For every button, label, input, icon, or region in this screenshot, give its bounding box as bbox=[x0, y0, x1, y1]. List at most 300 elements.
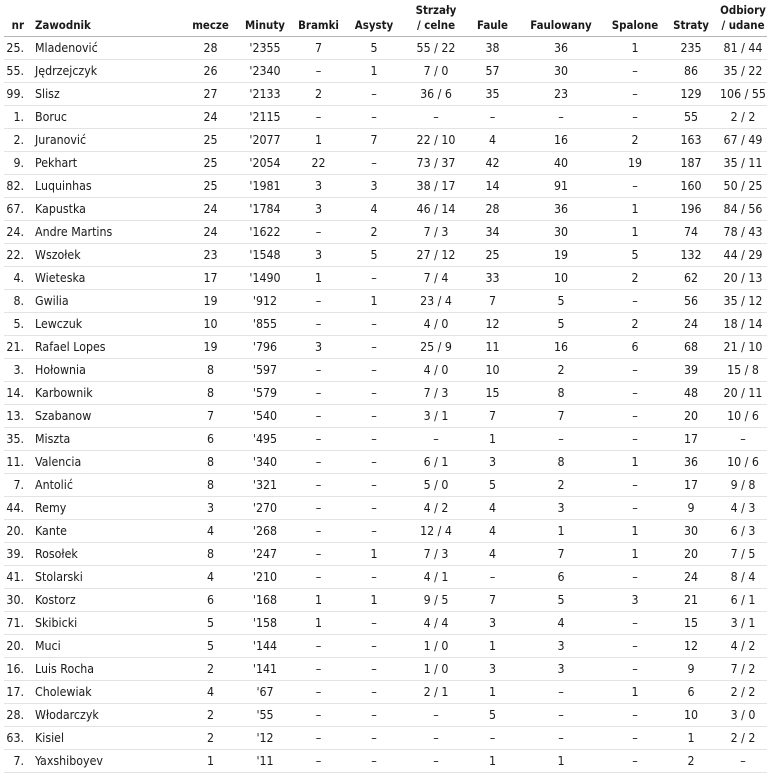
losses-cell: 20 bbox=[663, 543, 719, 566]
fouls-cell: 42 bbox=[470, 152, 515, 175]
goals-cell: – bbox=[291, 681, 346, 704]
tackles-cell: 78 / 43 bbox=[719, 221, 767, 244]
tackles-cell: 4 / 3 bbox=[719, 497, 767, 520]
goals-cell: – bbox=[291, 313, 346, 336]
fouled-cell: 36 bbox=[515, 198, 607, 221]
table-row bbox=[4, 382, 767, 405]
offsides-cell: – bbox=[607, 750, 663, 773]
goals-cell: 3 bbox=[291, 198, 346, 221]
tackles-cell: 10 / 6 bbox=[719, 451, 767, 474]
fouls-cell: 4 bbox=[470, 129, 515, 152]
shots-cell: 4 / 2 bbox=[402, 497, 470, 520]
offsides-cell: – bbox=[607, 428, 663, 451]
losses-cell: 86 bbox=[663, 60, 719, 83]
offsides-cell: – bbox=[607, 60, 663, 83]
header-tackles-line2: / udane bbox=[721, 18, 765, 32]
losses-cell: 74 bbox=[663, 221, 719, 244]
matches-cell: 25 bbox=[182, 175, 239, 198]
matches-cell: 28 bbox=[182, 37, 239, 60]
goals-cell: 1 bbox=[291, 612, 346, 635]
tackles-cell: 2 / 2 bbox=[719, 681, 767, 704]
player-name-cell: Cholewiak bbox=[28, 681, 182, 704]
table-row bbox=[4, 336, 767, 359]
header-shots bbox=[402, 0, 470, 37]
fouled-cell: 3 bbox=[515, 635, 607, 658]
losses-cell: 21 bbox=[663, 589, 719, 612]
minutes-cell: '2077 bbox=[239, 129, 291, 152]
shots-cell: 12 / 4 bbox=[402, 520, 470, 543]
losses-cell: 36 bbox=[663, 451, 719, 474]
nr-cell: 41. bbox=[4, 566, 28, 589]
fouls-cell: 38 bbox=[470, 37, 515, 60]
nr-cell: 11. bbox=[4, 451, 28, 474]
fouled-cell: 40 bbox=[515, 152, 607, 175]
losses-cell: 15 bbox=[663, 612, 719, 635]
fouls-cell: 15 bbox=[470, 382, 515, 405]
tackles-cell: 35 / 12 bbox=[719, 290, 767, 313]
assists-cell: – bbox=[346, 497, 402, 520]
table-row bbox=[4, 474, 767, 497]
table-row bbox=[4, 543, 767, 566]
fouls-cell: 12 bbox=[470, 313, 515, 336]
assists-cell: – bbox=[346, 704, 402, 727]
player-name-cell: Rafael Lopes bbox=[28, 336, 182, 359]
fouled-cell: 16 bbox=[515, 336, 607, 359]
offsides-cell: 19 bbox=[607, 152, 663, 175]
table-row bbox=[4, 106, 767, 129]
fouled-cell: 1 bbox=[515, 520, 607, 543]
shots-cell: 46 / 14 bbox=[402, 198, 470, 221]
nr-cell: 8. bbox=[4, 290, 28, 313]
nr-cell: 21. bbox=[4, 336, 28, 359]
tackles-cell: – bbox=[719, 428, 767, 451]
goals-cell: – bbox=[291, 405, 346, 428]
assists-cell: 4 bbox=[346, 198, 402, 221]
minutes-cell: '321 bbox=[239, 474, 291, 497]
minutes-cell: '2115 bbox=[239, 106, 291, 129]
shots-cell: 7 / 3 bbox=[402, 543, 470, 566]
fouled-cell: – bbox=[515, 727, 607, 750]
goals-cell: – bbox=[291, 543, 346, 566]
fouled-cell: 5 bbox=[515, 313, 607, 336]
matches-cell: 19 bbox=[182, 290, 239, 313]
fouls-cell: 33 bbox=[470, 267, 515, 290]
fouled-cell: 6 bbox=[515, 566, 607, 589]
minutes-cell: '268 bbox=[239, 520, 291, 543]
fouls-cell: 3 bbox=[470, 612, 515, 635]
matches-cell: 25 bbox=[182, 152, 239, 175]
fouls-cell: 34 bbox=[470, 221, 515, 244]
offsides-cell: 6 bbox=[607, 336, 663, 359]
offsides-cell: – bbox=[607, 612, 663, 635]
header-assists: Asysty bbox=[346, 0, 402, 37]
fouled-cell: – bbox=[515, 106, 607, 129]
minutes-cell: '579 bbox=[239, 382, 291, 405]
minutes-cell: '2340 bbox=[239, 60, 291, 83]
header-shots-line2: / celne bbox=[416, 18, 456, 32]
nr-cell: 28. bbox=[4, 704, 28, 727]
fouled-cell: 1 bbox=[515, 750, 607, 773]
fouled-cell: 2 bbox=[515, 359, 607, 382]
goals-cell: – bbox=[291, 221, 346, 244]
assists-cell: 1 bbox=[346, 589, 402, 612]
losses-cell: 160 bbox=[663, 175, 719, 198]
shots-cell: 25 / 9 bbox=[402, 336, 470, 359]
fouls-cell: 7 bbox=[470, 290, 515, 313]
player-name-cell: Jędrzejczyk bbox=[28, 60, 182, 83]
assists-cell: – bbox=[346, 520, 402, 543]
nr-cell: 44. bbox=[4, 497, 28, 520]
losses-cell: 68 bbox=[663, 336, 719, 359]
table-header-row bbox=[4, 0, 767, 37]
goals-cell: 3 bbox=[291, 336, 346, 359]
nr-cell: 3. bbox=[4, 359, 28, 382]
fouls-cell: 57 bbox=[470, 60, 515, 83]
offsides-cell: – bbox=[607, 405, 663, 428]
goals-cell: – bbox=[291, 382, 346, 405]
losses-cell: 56 bbox=[663, 290, 719, 313]
tackles-cell: 3 / 0 bbox=[719, 704, 767, 727]
player-name-cell: Szabanow bbox=[28, 405, 182, 428]
matches-cell: 10 bbox=[182, 313, 239, 336]
losses-cell: 17 bbox=[663, 428, 719, 451]
table-row bbox=[4, 83, 767, 106]
fouled-cell: 91 bbox=[515, 175, 607, 198]
player-name-cell: Luquinhas bbox=[28, 175, 182, 198]
nr-cell: 2. bbox=[4, 129, 28, 152]
player-name-cell: Miszta bbox=[28, 428, 182, 451]
header-goals: Bramki bbox=[291, 0, 346, 37]
player-name-cell: Slisz bbox=[28, 83, 182, 106]
losses-cell: 6 bbox=[663, 681, 719, 704]
losses-cell: 24 bbox=[663, 313, 719, 336]
nr-cell: 82. bbox=[4, 175, 28, 198]
offsides-cell: – bbox=[607, 290, 663, 313]
fouled-cell: 19 bbox=[515, 244, 607, 267]
losses-cell: 196 bbox=[663, 198, 719, 221]
assists-cell: – bbox=[346, 727, 402, 750]
losses-cell: 39 bbox=[663, 359, 719, 382]
minutes-cell: '55 bbox=[239, 704, 291, 727]
player-name-cell: Stolarski bbox=[28, 566, 182, 589]
matches-cell: 3 bbox=[182, 497, 239, 520]
header-fouls: Faule bbox=[470, 0, 515, 37]
assists-cell: 2 bbox=[346, 221, 402, 244]
player-name-cell: Rosołek bbox=[28, 543, 182, 566]
losses-cell: 62 bbox=[663, 267, 719, 290]
goals-cell: – bbox=[291, 520, 346, 543]
fouls-cell: 3 bbox=[470, 451, 515, 474]
offsides-cell: – bbox=[607, 704, 663, 727]
table-row bbox=[4, 497, 767, 520]
fouls-cell: – bbox=[470, 566, 515, 589]
minutes-cell: '158 bbox=[239, 612, 291, 635]
table-row bbox=[4, 221, 767, 244]
goals-cell: – bbox=[291, 290, 346, 313]
matches-cell: 26 bbox=[182, 60, 239, 83]
offsides-cell: 2 bbox=[607, 129, 663, 152]
shots-cell: 4 / 4 bbox=[402, 612, 470, 635]
table-row bbox=[4, 129, 767, 152]
losses-cell: 55 bbox=[663, 106, 719, 129]
table-row bbox=[4, 267, 767, 290]
fouls-cell: – bbox=[470, 106, 515, 129]
assists-cell: 5 bbox=[346, 244, 402, 267]
fouls-cell: 7 bbox=[470, 405, 515, 428]
minutes-cell: '12 bbox=[239, 727, 291, 750]
player-name-cell: Pekhart bbox=[28, 152, 182, 175]
offsides-cell: – bbox=[607, 382, 663, 405]
losses-cell: 20 bbox=[663, 405, 719, 428]
table-row bbox=[4, 451, 767, 474]
nr-cell: 30. bbox=[4, 589, 28, 612]
nr-cell: 67. bbox=[4, 198, 28, 221]
shots-cell: – bbox=[402, 727, 470, 750]
shots-cell: 7 / 3 bbox=[402, 382, 470, 405]
tackles-cell: 35 / 11 bbox=[719, 152, 767, 175]
matches-cell: 23 bbox=[182, 244, 239, 267]
table-row bbox=[4, 658, 767, 681]
matches-cell: 2 bbox=[182, 704, 239, 727]
header-matches: mecze bbox=[182, 0, 239, 37]
player-name-cell: Boruc bbox=[28, 106, 182, 129]
fouls-cell: 28 bbox=[470, 198, 515, 221]
fouled-cell: 2 bbox=[515, 474, 607, 497]
offsides-cell: – bbox=[607, 497, 663, 520]
matches-cell: 6 bbox=[182, 428, 239, 451]
minutes-cell: '340 bbox=[239, 451, 291, 474]
tackles-cell: 18 / 14 bbox=[719, 313, 767, 336]
shots-cell: 7 / 4 bbox=[402, 267, 470, 290]
matches-cell: 2 bbox=[182, 658, 239, 681]
tackles-cell: 10 / 6 bbox=[719, 405, 767, 428]
losses-cell: 132 bbox=[663, 244, 719, 267]
minutes-cell: '1981 bbox=[239, 175, 291, 198]
player-name-cell: Antolić bbox=[28, 474, 182, 497]
goals-cell: 1 bbox=[291, 129, 346, 152]
losses-cell: 1 bbox=[663, 727, 719, 750]
goals-cell: – bbox=[291, 428, 346, 451]
player-name-cell: Kostorz bbox=[28, 589, 182, 612]
shots-cell: 6 / 1 bbox=[402, 451, 470, 474]
offsides-cell: – bbox=[607, 658, 663, 681]
table-row bbox=[4, 428, 767, 451]
offsides-cell: – bbox=[607, 106, 663, 129]
shots-cell: – bbox=[402, 428, 470, 451]
tackles-cell: 6 / 1 bbox=[719, 589, 767, 612]
goals-cell: – bbox=[291, 451, 346, 474]
player-name-cell: Valencia bbox=[28, 451, 182, 474]
fouled-cell: 3 bbox=[515, 658, 607, 681]
player-name-cell: Wieteska bbox=[28, 267, 182, 290]
nr-cell: 4. bbox=[4, 267, 28, 290]
tackles-cell: 2 / 2 bbox=[719, 727, 767, 750]
minutes-cell: '144 bbox=[239, 635, 291, 658]
shots-cell: 1 / 0 bbox=[402, 658, 470, 681]
fouls-cell: 35 bbox=[470, 83, 515, 106]
table-row bbox=[4, 681, 767, 704]
fouls-cell: 14 bbox=[470, 175, 515, 198]
shots-cell: 2 / 1 bbox=[402, 681, 470, 704]
assists-cell: – bbox=[346, 336, 402, 359]
matches-cell: 4 bbox=[182, 520, 239, 543]
fouls-cell: 5 bbox=[470, 474, 515, 497]
nr-cell: 7. bbox=[4, 474, 28, 497]
assists-cell: – bbox=[346, 750, 402, 773]
fouled-cell: 5 bbox=[515, 290, 607, 313]
goals-cell: – bbox=[291, 497, 346, 520]
assists-cell: 1 bbox=[346, 543, 402, 566]
header-shots-line1: Strzały bbox=[415, 3, 457, 17]
tackles-cell: 7 / 5 bbox=[719, 543, 767, 566]
tackles-cell: 21 / 10 bbox=[719, 336, 767, 359]
nr-cell: 22. bbox=[4, 244, 28, 267]
fouls-cell: 10 bbox=[470, 359, 515, 382]
fouls-cell: – bbox=[470, 727, 515, 750]
nr-cell: 14. bbox=[4, 382, 28, 405]
shots-cell: 4 / 0 bbox=[402, 359, 470, 382]
tackles-cell: 20 / 11 bbox=[719, 382, 767, 405]
table-row bbox=[4, 520, 767, 543]
matches-cell: 1 bbox=[182, 750, 239, 773]
header-offsides: Spalone bbox=[607, 0, 663, 37]
nr-cell: 24. bbox=[4, 221, 28, 244]
fouled-cell: 30 bbox=[515, 60, 607, 83]
header-nr: nr bbox=[4, 0, 28, 37]
shots-cell: 7 / 3 bbox=[402, 221, 470, 244]
fouled-cell: 16 bbox=[515, 129, 607, 152]
nr-cell: 7. bbox=[4, 750, 28, 773]
matches-cell: 5 bbox=[182, 635, 239, 658]
tackles-cell: 6 / 3 bbox=[719, 520, 767, 543]
losses-cell: 235 bbox=[663, 37, 719, 60]
table-row bbox=[4, 405, 767, 428]
fouled-cell: 8 bbox=[515, 451, 607, 474]
table-row bbox=[4, 198, 767, 221]
player-name-cell: Mladenović bbox=[28, 37, 182, 60]
table-row bbox=[4, 589, 767, 612]
matches-cell: 2 bbox=[182, 727, 239, 750]
matches-cell: 24 bbox=[182, 221, 239, 244]
offsides-cell: 1 bbox=[607, 37, 663, 60]
assists-cell: – bbox=[346, 267, 402, 290]
goals-cell: 22 bbox=[291, 152, 346, 175]
fouled-cell: – bbox=[515, 704, 607, 727]
losses-cell: 17 bbox=[663, 474, 719, 497]
header-player: Zawodnik bbox=[28, 0, 182, 37]
shots-cell: 36 / 6 bbox=[402, 83, 470, 106]
assists-cell: – bbox=[346, 681, 402, 704]
shots-cell: 1 / 0 bbox=[402, 635, 470, 658]
tackles-cell: 4 / 2 bbox=[719, 635, 767, 658]
table-row bbox=[4, 359, 767, 382]
table-row bbox=[4, 152, 767, 175]
shots-cell: 55 / 22 bbox=[402, 37, 470, 60]
shots-cell: 7 / 0 bbox=[402, 60, 470, 83]
fouls-cell: 1 bbox=[470, 635, 515, 658]
fouls-cell: 1 bbox=[470, 750, 515, 773]
tackles-cell: 9 / 8 bbox=[719, 474, 767, 497]
offsides-cell: 1 bbox=[607, 520, 663, 543]
shots-cell: 4 / 0 bbox=[402, 313, 470, 336]
offsides-cell: 2 bbox=[607, 313, 663, 336]
losses-cell: 129 bbox=[663, 83, 719, 106]
minutes-cell: '168 bbox=[239, 589, 291, 612]
table-row bbox=[4, 244, 767, 267]
matches-cell: 4 bbox=[182, 566, 239, 589]
offsides-cell: – bbox=[607, 566, 663, 589]
losses-cell: 9 bbox=[663, 658, 719, 681]
offsides-cell: 3 bbox=[607, 589, 663, 612]
goals-cell: – bbox=[291, 750, 346, 773]
minutes-cell: '141 bbox=[239, 658, 291, 681]
table-row bbox=[4, 37, 767, 60]
offsides-cell: 1 bbox=[607, 198, 663, 221]
assists-cell: – bbox=[346, 635, 402, 658]
table-row bbox=[4, 750, 767, 773]
assists-cell: – bbox=[346, 451, 402, 474]
fouls-cell: 4 bbox=[470, 543, 515, 566]
nr-cell: 71. bbox=[4, 612, 28, 635]
tackles-cell: 81 / 44 bbox=[719, 37, 767, 60]
tackles-cell: – bbox=[719, 750, 767, 773]
assists-cell: – bbox=[346, 83, 402, 106]
tackles-cell: 3 / 1 bbox=[719, 612, 767, 635]
minutes-cell: '247 bbox=[239, 543, 291, 566]
minutes-cell: '270 bbox=[239, 497, 291, 520]
goals-cell: – bbox=[291, 727, 346, 750]
minutes-cell: '2133 bbox=[239, 83, 291, 106]
assists-cell: – bbox=[346, 313, 402, 336]
player-name-cell: Lewczuk bbox=[28, 313, 182, 336]
table-row bbox=[4, 704, 767, 727]
offsides-cell: – bbox=[607, 359, 663, 382]
assists-cell: – bbox=[346, 106, 402, 129]
nr-cell: 13. bbox=[4, 405, 28, 428]
fouled-cell: 23 bbox=[515, 83, 607, 106]
minutes-cell: '1784 bbox=[239, 198, 291, 221]
offsides-cell: – bbox=[607, 83, 663, 106]
shots-cell: 27 / 12 bbox=[402, 244, 470, 267]
goals-cell: – bbox=[291, 106, 346, 129]
minutes-cell: '67 bbox=[239, 681, 291, 704]
fouls-cell: 7 bbox=[470, 589, 515, 612]
assists-cell: 1 bbox=[346, 290, 402, 313]
losses-cell: 24 bbox=[663, 566, 719, 589]
tackles-cell: 7 / 2 bbox=[719, 658, 767, 681]
losses-cell: 48 bbox=[663, 382, 719, 405]
fouls-cell: 3 bbox=[470, 658, 515, 681]
minutes-cell: '11 bbox=[239, 750, 291, 773]
minutes-cell: '495 bbox=[239, 428, 291, 451]
goals-cell: 1 bbox=[291, 267, 346, 290]
nr-cell: 63. bbox=[4, 727, 28, 750]
fouls-cell: 1 bbox=[470, 428, 515, 451]
fouled-cell: – bbox=[515, 428, 607, 451]
goals-cell: 2 bbox=[291, 83, 346, 106]
matches-cell: 25 bbox=[182, 129, 239, 152]
tackles-cell: 67 / 49 bbox=[719, 129, 767, 152]
goals-cell: 1 bbox=[291, 589, 346, 612]
shots-cell: 3 / 1 bbox=[402, 405, 470, 428]
matches-cell: 8 bbox=[182, 382, 239, 405]
tackles-cell: 50 / 25 bbox=[719, 175, 767, 198]
losses-cell: 163 bbox=[663, 129, 719, 152]
nr-cell: 17. bbox=[4, 681, 28, 704]
matches-cell: 27 bbox=[182, 83, 239, 106]
matches-cell: 8 bbox=[182, 474, 239, 497]
losses-cell: 187 bbox=[663, 152, 719, 175]
